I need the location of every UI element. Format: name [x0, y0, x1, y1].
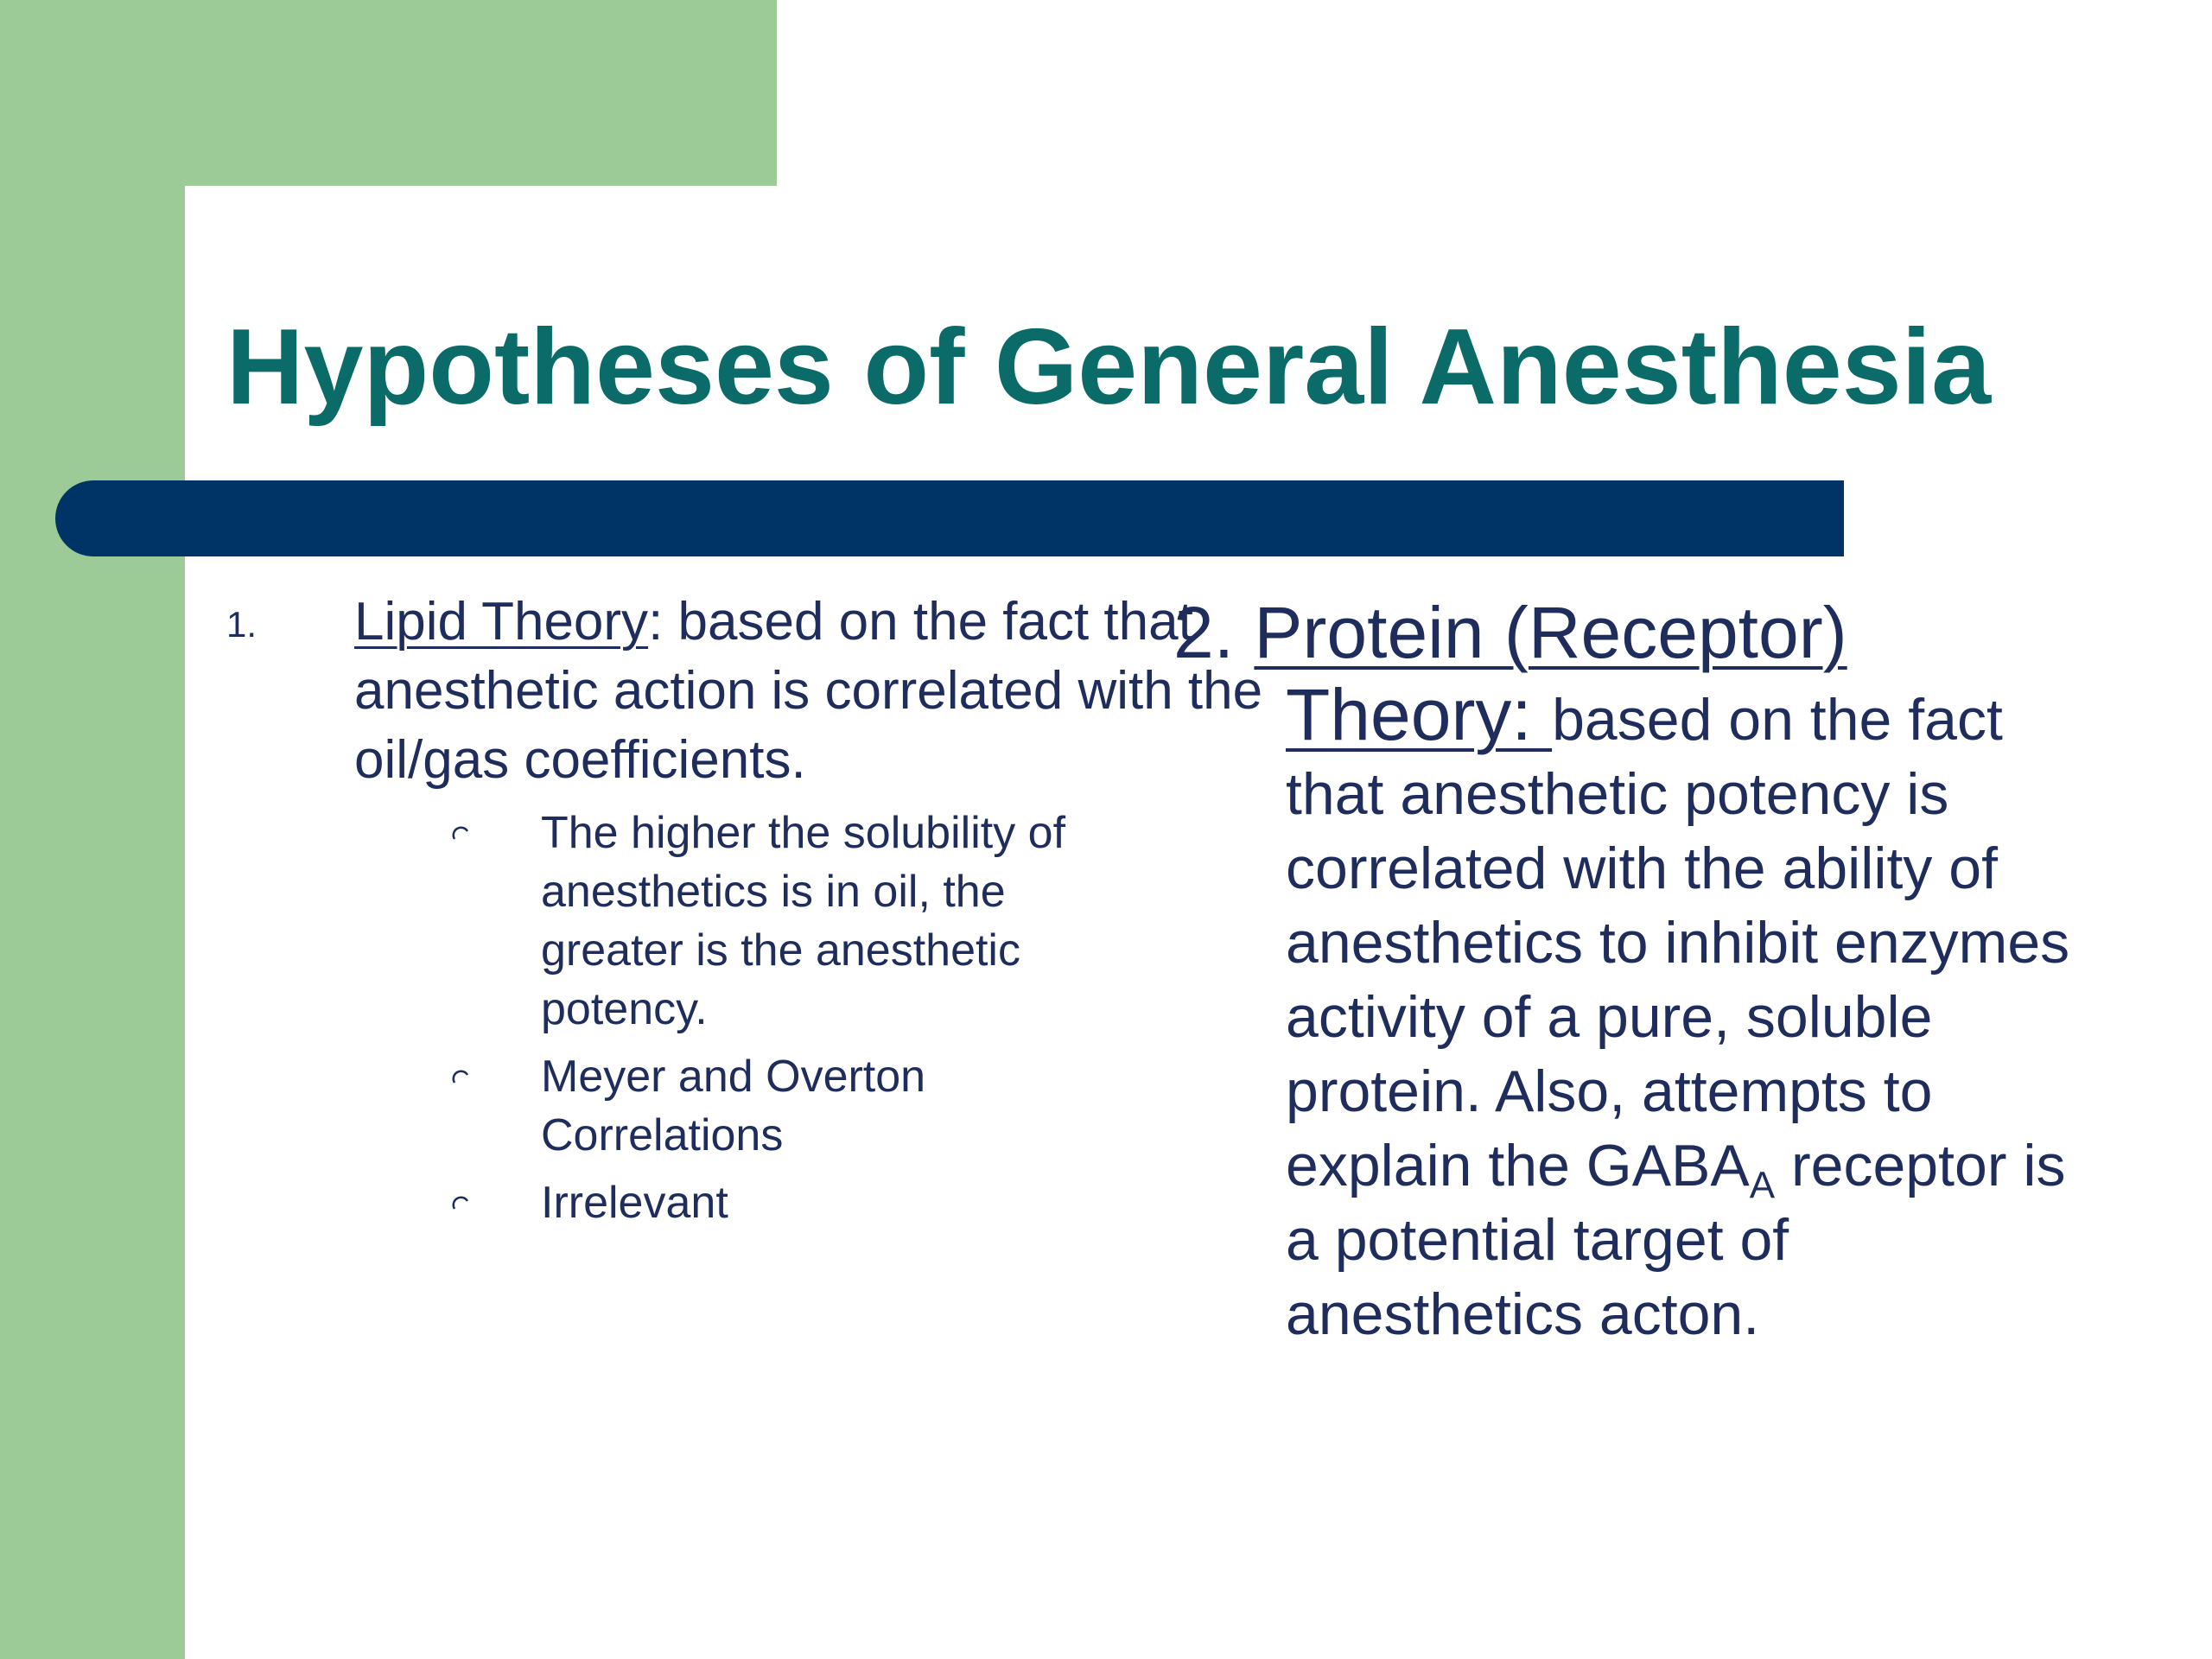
- protein-theory-heading-line: [1173, 588, 2124, 677]
- protein-theory-body: [1286, 674, 2081, 1351]
- lipid-theory-colon: :: [648, 592, 664, 652]
- right-column: [1173, 588, 2124, 1351]
- lipid-theory-item: [226, 588, 1305, 795]
- bullet-text: Meyer and Overton Correlations: [541, 1052, 926, 1160]
- item-number-2: 2.: [1173, 592, 1255, 673]
- left-column: [226, 588, 1263, 1241]
- gaba-subscript: A: [1749, 1164, 1776, 1207]
- protein-theory-text-2: receptor is a potential target of anesthetics acton.: [1286, 1133, 2066, 1347]
- title-underline-bar: [55, 480, 1844, 556]
- bullet-text: The higher the solubility of anesthetics is in oil, the greater is the anesthetic potency.: [541, 808, 1066, 1034]
- item-number-1: 1.: [226, 604, 257, 645]
- open-circle-bullet-icon: [451, 1194, 470, 1213]
- protein-theory-heading: Protein (Receptor): [1254, 592, 1847, 673]
- slide-title: Hypotheses of General Anesthesia: [226, 308, 1992, 427]
- open-circle-bullet-icon: [451, 1068, 470, 1087]
- bullet-text: Irrelevant: [541, 1178, 728, 1228]
- lipid-theory-heading: Lipid Theory: [354, 592, 649, 652]
- lipid-theory-bullets: [451, 804, 1108, 1232]
- open-circle-bullet-icon: [451, 824, 470, 843]
- list-item: [451, 1173, 1108, 1232]
- green-left-decoration: [0, 0, 185, 1659]
- lipid-theory-intro: based on the fact that anesthetic action is correlated with the oil/gas coefficients.: [354, 592, 1263, 790]
- list-item: [451, 1047, 1108, 1165]
- protein-theory-text-1: based on the fact that anesthetic potency is correlated with the ability of anesthetics to inhibit enzymes activity of a pure, soluble protein. Also, attempts to explain the GABA: [1286, 687, 2070, 1198]
- list-item: [451, 804, 1108, 1039]
- protein-theory-heading-continued: Theory:: [1286, 674, 1553, 755]
